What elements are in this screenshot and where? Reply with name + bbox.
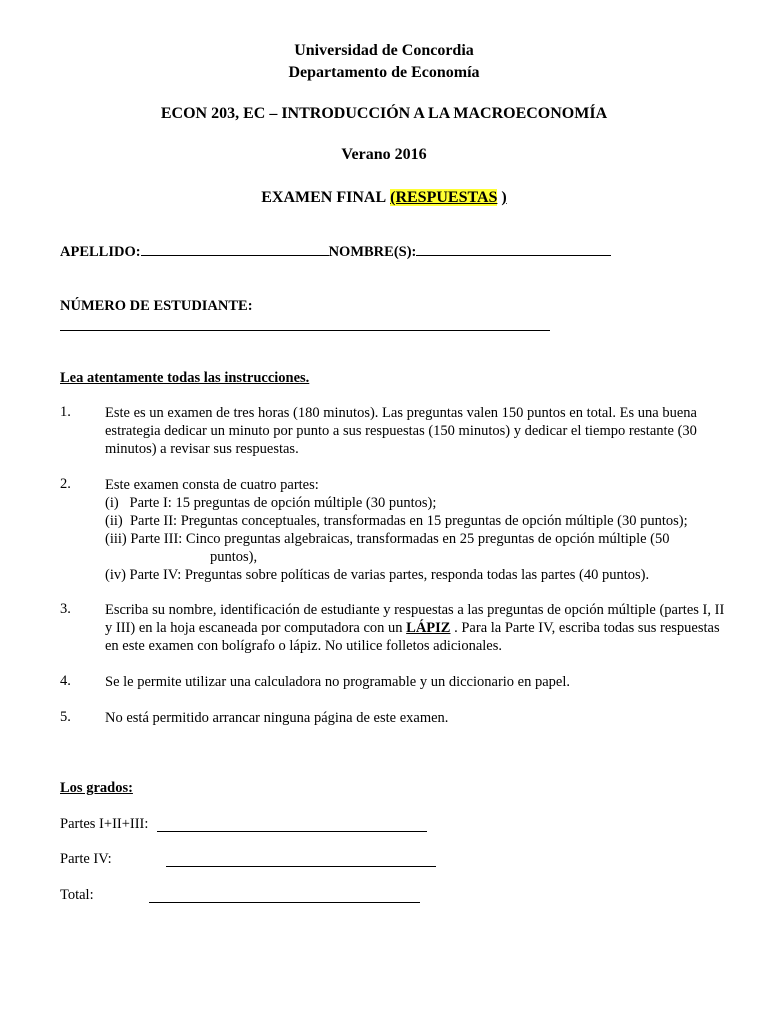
item-2-block <box>105 476 735 584</box>
item-2-number: 2. <box>60 476 71 492</box>
nombre-label: NOMBRE(S): <box>328 244 417 260</box>
item-5-number: 5. <box>60 709 71 725</box>
grade-row-part-4 <box>60 851 112 868</box>
course-title: ECON 203, EC – INTRODUCCIÓN A LA MACROECONOMÍA <box>160 105 608 122</box>
grade-row-parts-1-3 <box>60 816 148 833</box>
item-3-text <box>105 601 735 655</box>
item-3-text-before: Escriba su nombre, identificación de estudiante y respuestas a las preguntas de opción múltiple (partes I, II y III) en la hoja escaneada por computadora con un <box>105 602 725 636</box>
item-3-number: 3. <box>60 601 71 617</box>
grade-label-total: Total: <box>60 887 94 903</box>
term: Verano 2016 <box>341 146 427 163</box>
item-2-part-iii: (iii) Parte III: Cinco preguntas algebraicas, transformadas en 25 preguntas de opción múltiple (50 <box>105 531 670 547</box>
item-2-intro: Este examen consta de cuatro partes: <box>105 477 319 493</box>
grades-heading: Los grados: <box>60 780 133 796</box>
item-2-part-i: (i) Parte I: 15 preguntas de opción múltiple (30 puntos); <box>105 495 437 511</box>
grade-row-total <box>60 887 94 904</box>
item-4-text: Se le permite utilizar una calculadora no programable y un diccionario en papel. <box>105 674 571 690</box>
university-name: Universidad de Concordia <box>294 42 474 59</box>
item-1-text: Este es un examen de tres horas (180 minutos). Las preguntas valen 150 puntos en total. Es una buena estrategia dedicar un minuto por punto a sus respuestas (150 minutos) y dedicar el tiempo restante (30 minutos) a revisar sus respuestas. <box>105 405 697 457</box>
item-1-number: 1. <box>60 404 71 420</box>
item-3-text-after: . Para la Parte IV, escriba todas sus respuestas en este examen con bolígrafo o lápiz. No utilice folletos adicionales. <box>105 620 720 654</box>
item-2-part-iii-cont: puntos), <box>210 549 258 565</box>
nombre-input-line[interactable] <box>416 254 611 256</box>
item-2-part-ii: (ii) Parte II: Preguntas conceptuales, transformadas en 15 preguntas de opción múltiple (30 puntos); <box>105 513 688 529</box>
name-fields-row <box>60 244 611 261</box>
instructions-heading: Lea atentamente todas las instrucciones. <box>60 370 310 386</box>
item-5-text: No está permitido arrancar ninguna página de este examen. <box>105 710 449 726</box>
grade-input-total[interactable] <box>149 902 420 903</box>
department-name: Departamento de Economía <box>288 64 480 81</box>
answers-closing: ) <box>501 189 507 206</box>
item-2-part-iv: (iv) Parte IV: Preguntas sobre políticas de varias partes, responda todas las partes (40 puntos). <box>105 567 650 583</box>
student-number-label: NÚMERO DE ESTUDIANTE: <box>60 298 253 314</box>
apellido-label: APELLIDO: <box>60 244 141 260</box>
grade-label-part-4: Parte IV: <box>60 851 112 867</box>
grade-label-parts-1-3: Partes I+II+III: <box>60 816 149 832</box>
item-4-number: 4. <box>60 673 71 689</box>
grade-input-parts-1-3[interactable] <box>157 831 427 832</box>
exam-title-prefix: EXAMEN FINAL <box>261 189 387 206</box>
grade-input-part-4[interactable] <box>166 866 436 867</box>
student-number-input-line[interactable] <box>60 330 550 331</box>
pencil-emphasis: LÁPIZ <box>406 620 451 636</box>
exam-title <box>0 189 768 207</box>
apellido-input-line[interactable] <box>141 254 329 256</box>
answers-highlight: (RESPUESTAS <box>390 189 498 206</box>
